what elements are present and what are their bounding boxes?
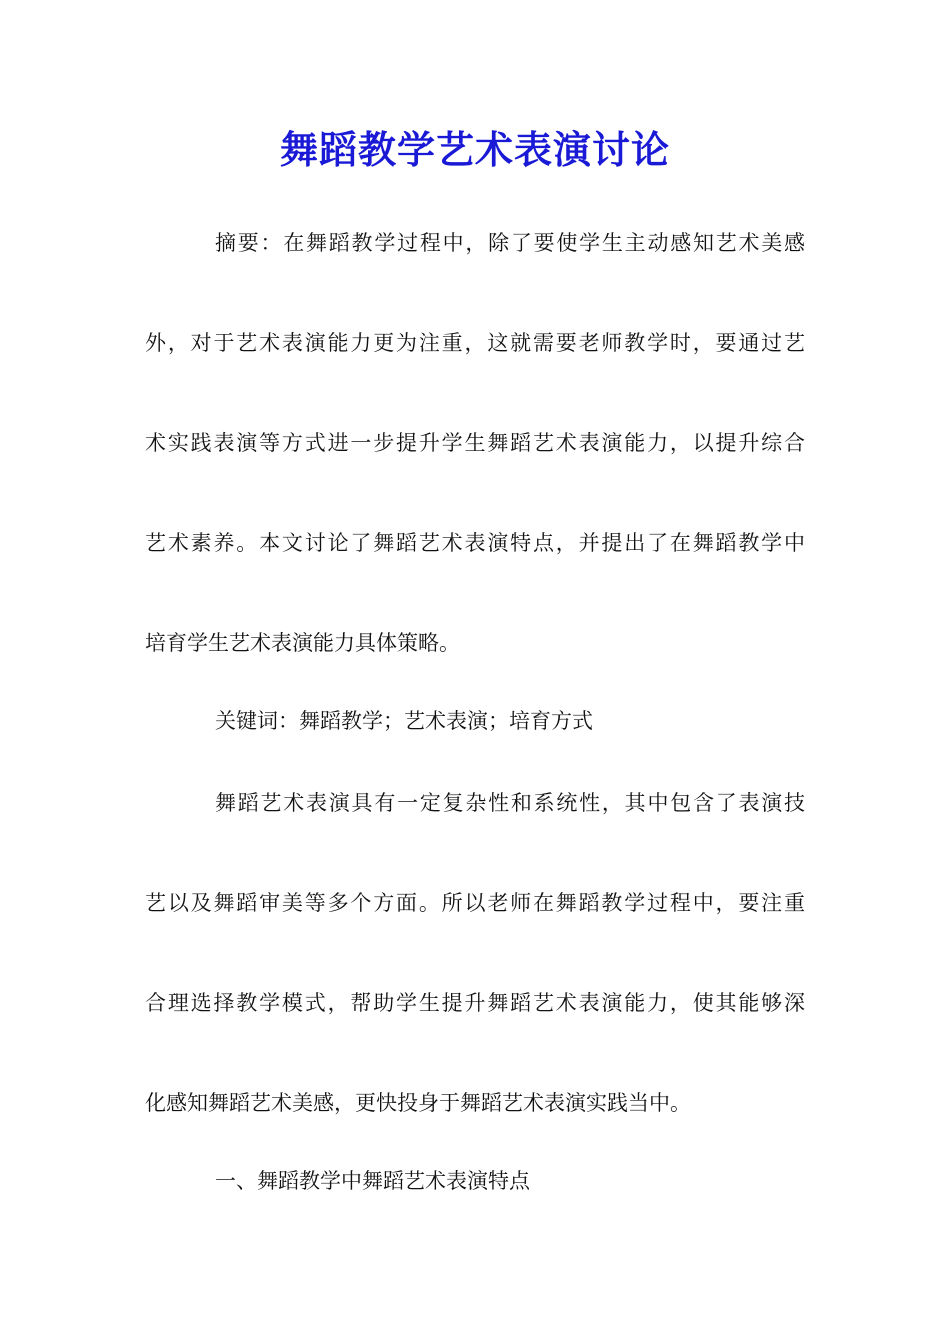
body-line-3: 合理选择教学模式，帮助学生提升舞蹈艺术表演能力，使其能够深 — [145, 991, 805, 1015]
section-heading: 一、舞蹈教学中舞蹈艺术表演特点 — [215, 1169, 530, 1193]
document-title: 舞蹈教学艺术表演讨论 — [279, 127, 670, 172]
body-line-2: 艺以及舞蹈审美等多个方面。所以老师在舞蹈教学过程中，要注重 — [145, 891, 805, 915]
abstract-line-3: 术实践表演等方式进一步提升学生舞蹈艺术表演能力，以提升综合 — [145, 431, 805, 455]
keywords-line: 关键词：舞蹈教学；艺术表演；培育方式 — [215, 709, 593, 733]
abstract-line-4: 艺术素养。本文讨论了舞蹈艺术表演特点，并提出了在舞蹈教学中 — [145, 531, 805, 555]
abstract-line-1: 摘要：在舞蹈教学过程中，除了要使学生主动感知艺术美感 — [215, 231, 805, 255]
body-line-1: 舞蹈艺术表演具有一定复杂性和系统性，其中包含了表演技 — [215, 791, 805, 815]
abstract-line-5: 培育学生艺术表演能力具体策略。 — [145, 631, 460, 655]
abstract-line-2: 外，对于艺术表演能力更为注重，这就需要老师教学时，要通过艺 — [145, 331, 805, 355]
body-line-4: 化感知舞蹈艺术美感，更快投身于舞蹈艺术表演实践当中。 — [145, 1091, 691, 1115]
